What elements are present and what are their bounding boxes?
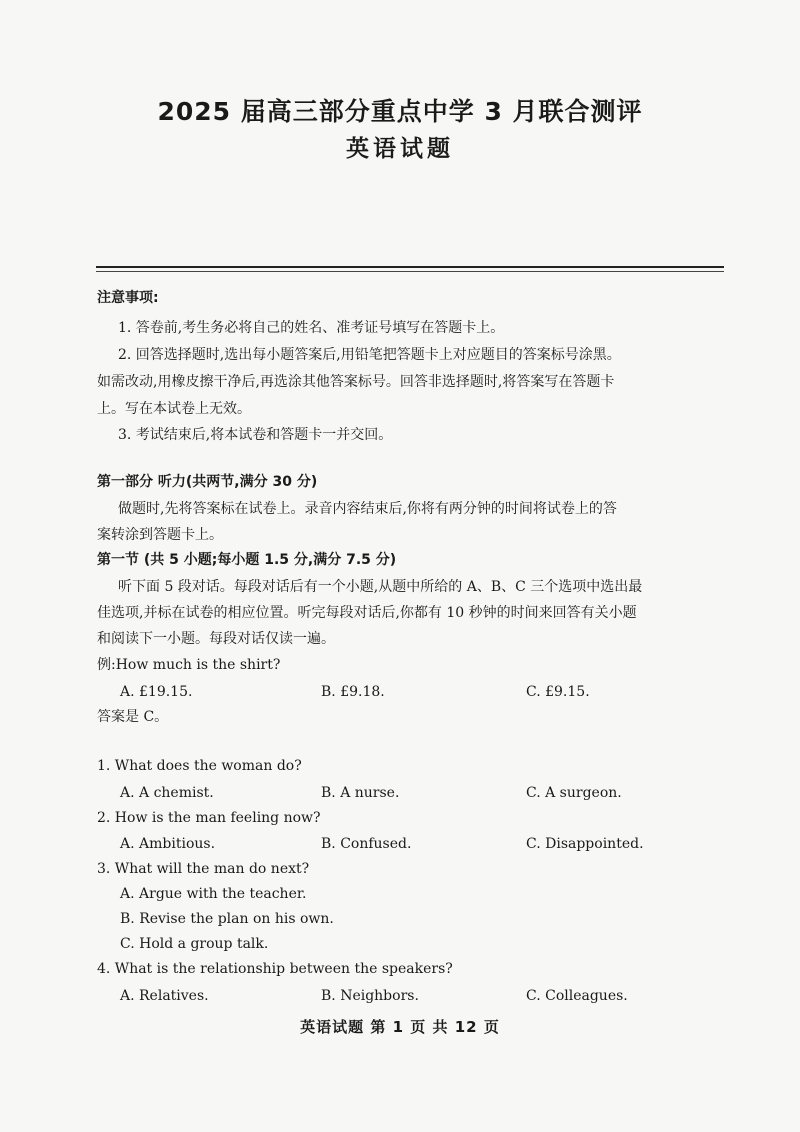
- question-1-option-a: A. A chemist.: [120, 785, 214, 801]
- notice-item-3: 3. 考试结束后,将本试卷和答题卡一并交回。: [118, 427, 393, 443]
- header-divider-thin: [96, 271, 724, 272]
- notice-heading: 注意事项:: [97, 290, 159, 306]
- notice-item-2-line-1: 2. 回答选择题时,选出每小题答案后,用铅笔把答题卡上对应题目的答案标号涂黑。: [118, 347, 621, 363]
- question-1-option-b: B. A nurse.: [321, 785, 400, 801]
- section1-instruction-line-1: 听下面 5 段对话。每段对话后有一个小题,从题中所给的 A、B、C 三个选项中选出最: [118, 579, 643, 595]
- section1-instruction-line-2: 佳选项,并标在试卷的相应位置。听完每段对话后,你都有 10 秒钟的时间来回答有关小题: [97, 605, 637, 621]
- question-4: 4. What is the relationship between the speakers?: [97, 961, 453, 977]
- question-3-option-c: C. Hold a group talk.: [120, 936, 269, 952]
- notice-item-2-line-2: 如需改动,用橡皮擦干净后,再选涂其他答案标号。回答非选择题时,将答案写在答题卡: [97, 374, 615, 390]
- question-2-option-c: C. Disappointed.: [526, 836, 644, 852]
- part1-intro-line-1: 做题时,先将答案标在试卷上。录音内容结束后,你将有两分钟的时间将试卷上的答: [118, 501, 617, 517]
- notice-item-2-line-3: 上。写在本试卷上无效。: [97, 401, 251, 417]
- question-4-option-b: B. Neighbors.: [321, 988, 419, 1004]
- section1-heading: 第一节 (共 5 小题;每小题 1.5 分,满分 7.5 分): [97, 552, 397, 568]
- exam-title: 2025 届高三部分重点中学 3 月联合测评: [157, 97, 643, 126]
- example-question: 例:How much is the shirt?: [97, 657, 281, 673]
- section1-instruction-line-3: 和阅读下一小题。每段对话仅读一遍。: [97, 631, 335, 647]
- question-1: 1. What does the woman do?: [97, 758, 302, 774]
- question-3-option-a: A. Argue with the teacher.: [120, 886, 307, 902]
- exam-subtitle: 英语试题: [346, 136, 454, 162]
- page-footer: 英语试题 第 1 页 共 12 页: [300, 1018, 500, 1036]
- question-2-option-b: B. Confused.: [321, 836, 412, 852]
- question-4-option-a: A. Relatives.: [120, 988, 209, 1004]
- question-2: 2. How is the man feeling now?: [97, 810, 321, 826]
- example-option-a: A. £19.15.: [120, 684, 193, 700]
- question-1-option-c: C. A surgeon.: [526, 785, 622, 801]
- part1-intro-line-2: 案转涂到答题卡上。: [97, 527, 223, 543]
- question-4-option-c: C. Colleagues.: [526, 988, 628, 1004]
- example-option-c: C. £9.15.: [526, 684, 590, 700]
- question-3-option-b: B. Revise the plan on his own.: [120, 911, 334, 927]
- question-2-option-a: A. Ambitious.: [120, 836, 216, 852]
- part1-heading: 第一部分 听力(共两节,满分 30 分): [97, 474, 318, 490]
- notice-item-1: 1. 答卷前,考生务必将自己的姓名、准考证号填写在答题卡上。: [118, 320, 505, 336]
- question-3: 3. What will the man do next?: [97, 861, 310, 877]
- example-answer: 答案是 C。: [97, 709, 169, 725]
- header-divider-thick: [96, 266, 724, 268]
- example-option-b: B. £9.18.: [321, 684, 385, 700]
